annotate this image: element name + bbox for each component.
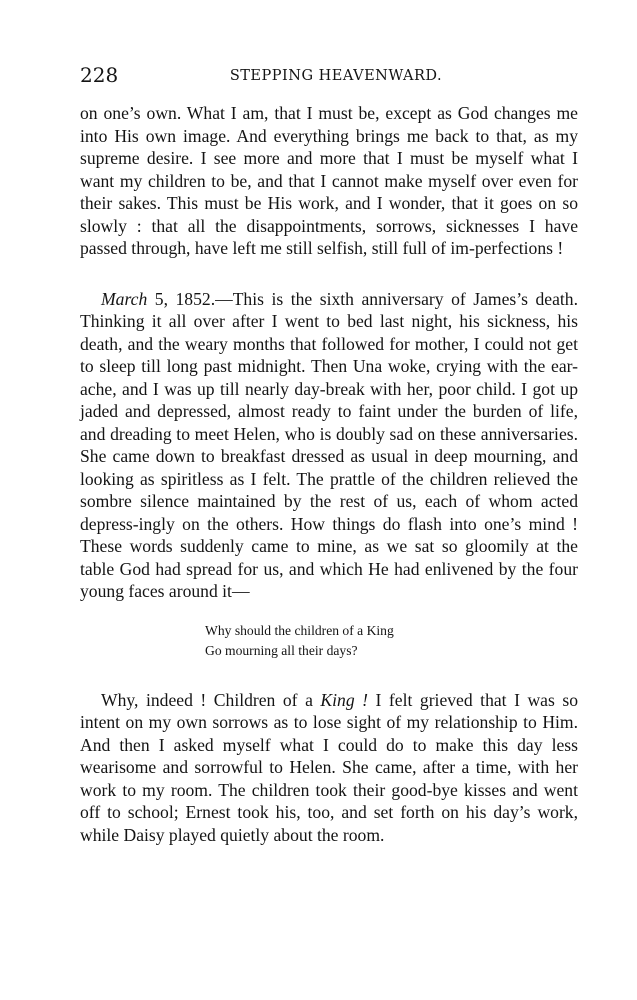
- page-number: 228: [80, 63, 119, 87]
- poem-quote: [205, 621, 578, 661]
- paragraph-3-king: King !: [320, 689, 369, 710]
- poem-line-2: Go mourning all their days?: [205, 642, 358, 658]
- running-title: STEPPING HEAVENWARD.: [229, 68, 443, 84]
- paragraph-3: [80, 689, 578, 847]
- paragraph-3-start: Why, indeed ! Children of a: [101, 689, 321, 710]
- entry-date-month: March: [101, 288, 148, 309]
- poem-line-1: Why should the children of a King: [205, 622, 394, 638]
- paragraph-3-rest: I felt grieved that I was so intent on my own sorrows as to lose sight of my relationship to Him. And then I asked myself what I could do to make this day less wearisome and sorrowful to Helen. She came, after a time, with her work to my room. The children took their good-bye kisses and went off to school; Ernest took his, too, and set forth on his day’s work, while Daisy played quietly about the room.: [80, 689, 578, 845]
- running-head: [80, 62, 578, 88]
- paragraph-2: [80, 288, 578, 603]
- entry-date-day: 5, 1852.: [147, 288, 216, 309]
- paragraph-2-text: —This is the sixth anniversary of James’s death. Thinking it all over after I went to bed last night, his sickness, his death, and the weary months that followed for mother, I could not get to sleep till long past midnight. Then Una woke, crying with the ear-ache, and I was up till nearly day-break with her, poor child. I got up jaded and depressed, almost ready to faint under the burden of life, and dreading to meet Helen, who is doubly sad on these anniversaries. She came down to breakfast dressed as usual in deep mourning, and looking as spiritless as I felt. The prattle of the children relieved the sombre silence maintained by the rest of us, each of whom acted depress-ingly on the others. How things do flash into one’s mind ! These words suddenly came to mine, as we sat so gloomily at the table God had spread for us, and which He had enlivened by the four young faces around it—: [80, 288, 579, 601]
- book-page: [80, 62, 578, 846]
- paragraph-1: on one’s own. What I am, that I must be, except as God changes me into His own image. And everything brings me back to that, as my supreme desire. I see more and more that I must be myself what I want my children to be, and that I cannot make myself over even for their sakes. This must be His work, and I wonder, that it goes on so slowly : that all the disappointments, sorrows, sicknesses I have passed through, have left me still selfish, still full of im-perfections !: [80, 103, 578, 258]
